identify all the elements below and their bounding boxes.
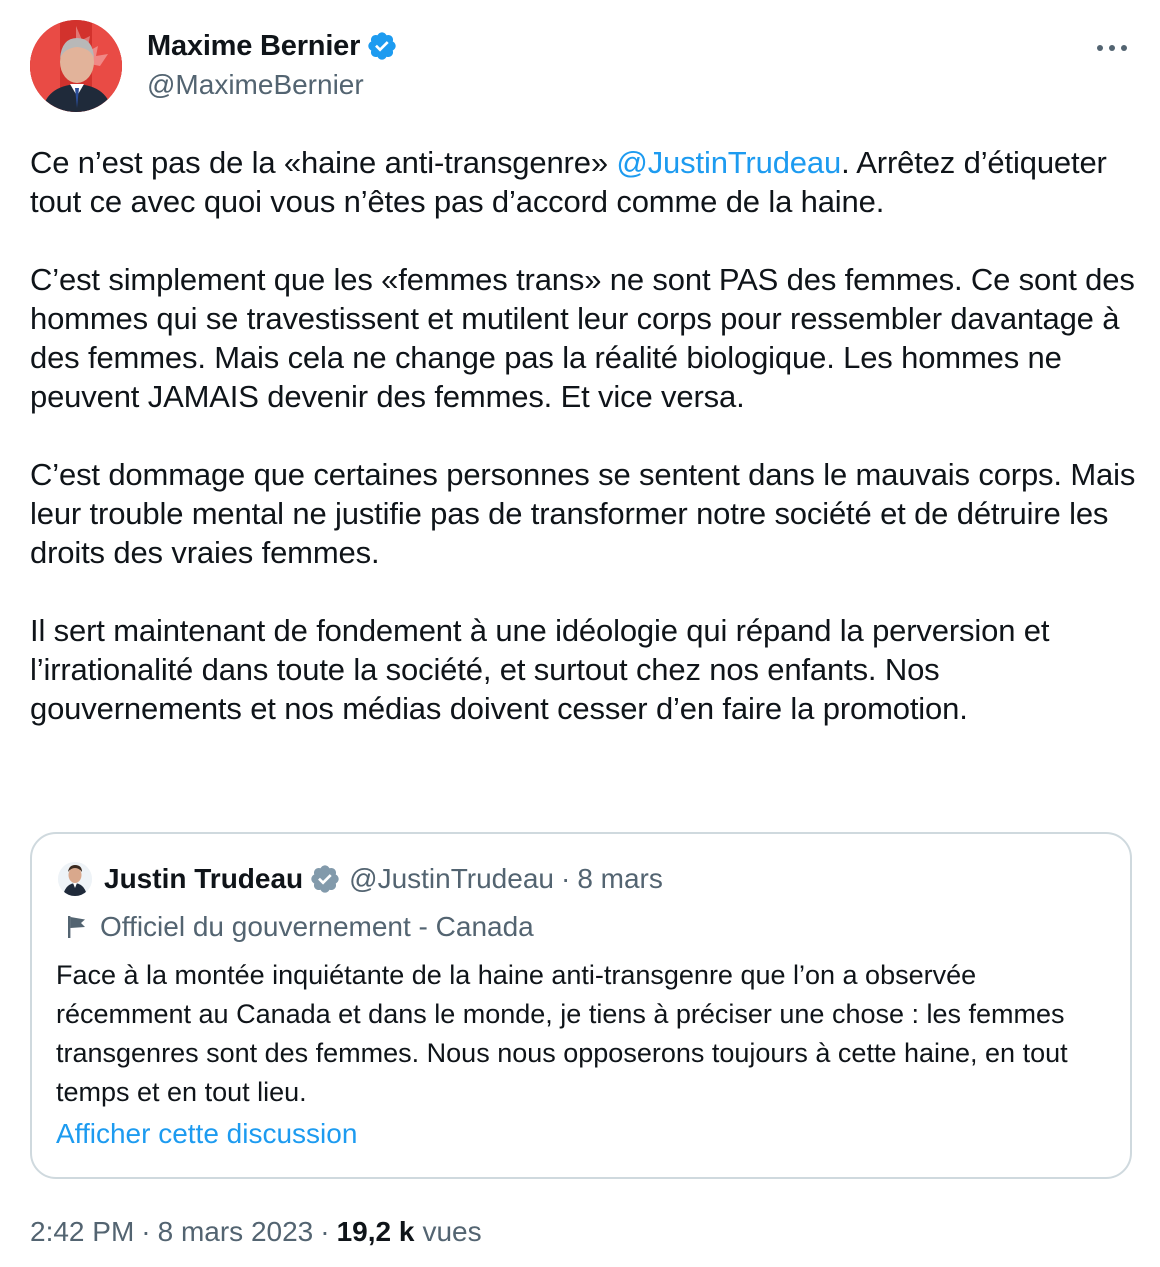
tweet-text (30, 143, 1140, 728)
author-handle[interactable]: @MaximeBernier (147, 69, 364, 100)
tweet-time[interactable]: 2:42 PM (30, 1216, 135, 1247)
show-thread-link[interactable]: Afficher cette discussion (56, 1118, 358, 1149)
tweet-paragraph-2: C’est simplement que les «femmes trans» ne sont PAS des femmes. Ce sont des hommes qui se travestissent et mutilent leur corps pour ressembler davantage à des femmes. Mais cela ne change pas la réalité biologique. Les hommes ne peuvent JAMAIS devenir des femmes. Et vice versa. (30, 262, 1135, 414)
gray-verified-badge-icon (309, 863, 341, 895)
government-label (66, 908, 534, 946)
tweet-paragraph-3: C’est dommage que certaines personnes se sentent dans le mauvais corps. Mais leur trouble mental ne justifie pas de transformer notre société et de détruire les droits des vraies femmes. (30, 457, 1136, 570)
more-options-icon[interactable] (1094, 38, 1130, 58)
quoted-tweet-header (58, 860, 663, 898)
quoted-date: 8 mars (577, 863, 663, 894)
author-avatar[interactable] (30, 20, 122, 112)
quoted-author-handle: @JustinTrudeau (349, 863, 554, 894)
flag-icon (66, 914, 88, 940)
quoted-author-name: Justin Trudeau (104, 863, 304, 894)
tweet-header (30, 18, 1130, 114)
tweet-date[interactable]: 8 mars 2023 (157, 1216, 314, 1247)
quoted-tweet-text: Face à la montée inquiétante de la haine anti-transgenre que l’on a observée récemment au Canada et dans le monde, je tiens à préciser une chose : les femmes transgenres sont des femmes. Nous nous opposerons toujours à cette haine, en tout temps et en tout lieu. (56, 960, 1068, 1107)
quoted-avatar-image (58, 862, 92, 896)
verified-badge-icon[interactable] (366, 30, 398, 62)
government-label-text: Officiel du gouvernement - Canada (100, 911, 534, 942)
author-info (147, 28, 398, 101)
tweet-paragraph-1-text: Ce n’est pas de la «haine anti-transgenre» (30, 145, 617, 180)
views-label: vues (422, 1216, 482, 1247)
tweet-metadata (30, 1212, 482, 1252)
views-count: 19,2 k (336, 1216, 415, 1247)
mention-link[interactable]: @JustinTrudeau (616, 145, 842, 180)
tweet-paragraph-1-text-cont: . Arrêtez d’étiqueter tout ce avec quoi vous n’êtes pas d’accord comme de la haine. (30, 145, 1107, 219)
tweet-paragraph-1 (30, 143, 1140, 221)
meta-separator-2: · (320, 1216, 330, 1247)
avatar-image (30, 20, 122, 112)
meta-separator-1: · (141, 1216, 151, 1247)
author-name-row (147, 28, 398, 64)
author-name[interactable]: Maxime Bernier (147, 29, 361, 62)
quoted-separator: · (560, 863, 571, 894)
quoted-author-avatar[interactable] (58, 862, 92, 896)
quoted-tweet[interactable] (30, 832, 1132, 1179)
tweet-paragraph-4: Il sert maintenant de fondement à une idéologie qui répand la perversion et l’irrationalité dans toute la société, et surtout chez nos enfants. Nos gouvernements et nos médias doivent cesser d’en faire la promotion. (30, 613, 1050, 726)
